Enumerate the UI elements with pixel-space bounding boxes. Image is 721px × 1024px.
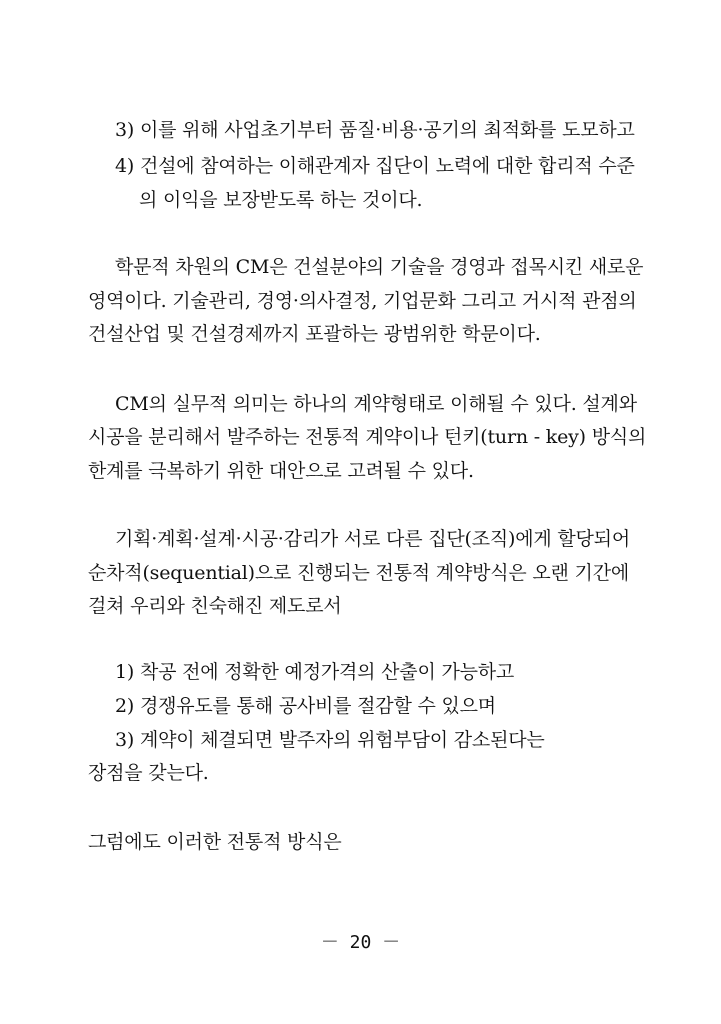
text-line: 4) 건설에 참여하는 이해관계자 집단이 노력에 대한 합리적 수준 (115, 155, 635, 177)
text-line: 의 이익을 보장받도록 하는 것이다. (139, 189, 423, 211)
text-line: 3) 계약이 체결되면 발주자의 위험부담이 감소된다는 (115, 729, 545, 751)
text-line: CM의 실무적 의미는 하나의 계약형태로 이해될 수 있다. 설계와 (115, 393, 637, 415)
text-line: 3) 이를 위해 사업초기부터 품질·비용·공기의 최적화를 도모하고 (115, 119, 635, 141)
text-line: 그럼에도 이러한 전통적 방식은 (88, 831, 342, 853)
text-line: 시공을 분리해서 발주하는 전통적 계약이나 턴키(turn - key) 방식의 (88, 426, 647, 448)
text-line: 학문적 차원의 CM은 건설분야의 기술을 경영과 접목시킨 새로운 (115, 256, 644, 278)
text-line: 건설산업 및 건설경제까지 포괄하는 광범위한 학문이다. (88, 323, 541, 345)
text-line: 걸쳐 우리와 친숙해진 제도로서 (88, 595, 342, 617)
text-line: 한계를 극복하기 위한 대안으로 고려될 수 있다. (88, 460, 474, 482)
text-line: 장점을 갖는다. (88, 762, 209, 784)
text-line: 기획·계획·설계·시공·감리가 서로 다른 집단(조직)에게 할당되어 (115, 528, 630, 550)
page-number: － 20 － (320, 932, 401, 953)
text-line: 2) 경쟁유도를 통해 공사비를 절감할 수 있으며 (115, 695, 496, 717)
text-line: 1) 착공 전에 정확한 예정가격의 산출이 가능하고 (115, 661, 515, 683)
text-line: 순차적(sequential)으로 진행되는 전통적 계약방식은 오랜 기간에 (88, 562, 630, 584)
text-line: 영역이다. 기술관리, 경영·의사결정, 기업문화 그리고 거시적 관점의 (88, 290, 637, 312)
